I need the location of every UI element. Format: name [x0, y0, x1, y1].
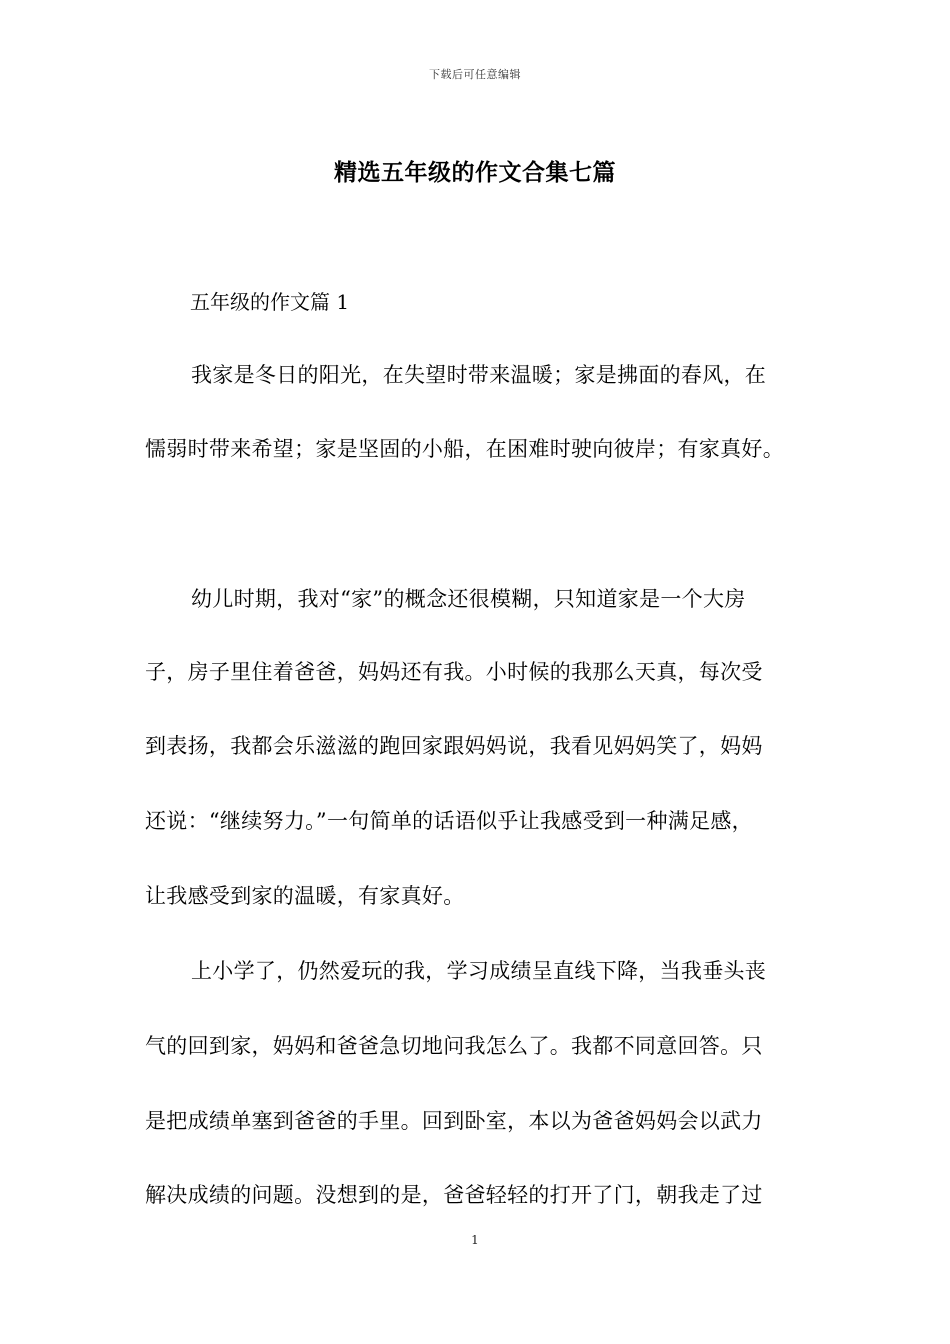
paragraph-line: 让我感受到家的温暖，有家真好。: [145, 884, 465, 908]
paragraph-line: 气的回到家，妈妈和爸爸急切地问我怎么了。我都不同意回答。只: [145, 1034, 763, 1058]
paragraph-line: 到表扬，我都会乐滋滋的跑回家跟妈妈说，我看见妈妈笑了，妈妈: [145, 734, 763, 758]
paragraph-line: 解决成绩的问题。没想到的是，爸爸轻轻的打开了门，朝我走了过: [145, 1183, 763, 1207]
header-note: 下载后可任意编辑: [429, 68, 521, 81]
section-heading: 五年级的作文篇 1: [190, 290, 350, 314]
page-number: 1: [471, 1233, 479, 1247]
paragraph-line: 懦弱时带来希望；家是坚固的小船，在困难时驶向彼岸；有家真好。: [145, 437, 784, 461]
paragraph-line: 子，房子里住着爸爸，妈妈还有我。小时候的我那么天真，每次受: [145, 660, 763, 684]
paragraph-line: 上小学了，仍然爱玩的我，学习成绩呈直线下降，当我垂头丧: [191, 959, 767, 983]
paragraph-line: 我家是冬日的阳光，在失望时带来温暖；家是拂面的春风，在: [191, 363, 767, 387]
paragraph-line: 幼儿时期，我对“家”的概念还很模糊，只知道家是一个大房: [191, 587, 746, 611]
document-title: 精选五年级的作文合集七篇: [334, 159, 616, 186]
paragraph-line: 还说：“继续努力。”一句简单的话语似乎让我感受到一种满足感，: [145, 809, 753, 833]
paragraph-line: 是把成绩单塞到爸爸的手里。回到卧室，本以为爸爸妈妈会以武力: [145, 1109, 763, 1133]
